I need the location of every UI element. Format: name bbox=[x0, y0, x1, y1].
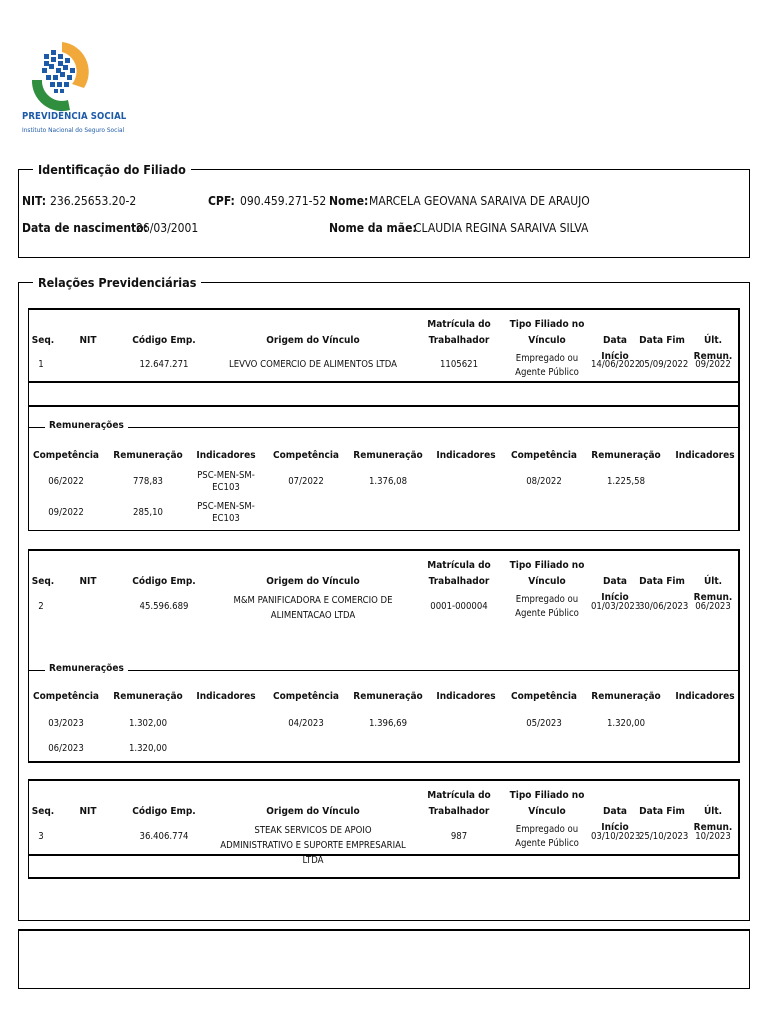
data-fim-value: 30/06/2023 bbox=[639, 601, 689, 612]
header-origem: Origem do Vínculo bbox=[266, 806, 360, 817]
mae-value: CLAUDIA REGINA SARAIVA SILVA bbox=[414, 221, 589, 235]
cpf-label: CPF: bbox=[208, 194, 235, 208]
header-seq: Seq. bbox=[31, 576, 55, 587]
header-ult-remun: Últ. Remun. bbox=[693, 576, 733, 603]
rem-remuneracao: 778,83 bbox=[133, 476, 163, 487]
rem-header-competencia: Competência bbox=[273, 691, 339, 702]
rem-header-remuneracao: Remuneração bbox=[353, 450, 423, 461]
codigo-value: 12.647.271 bbox=[139, 359, 189, 370]
header-data-inicio: Data Início bbox=[601, 335, 629, 362]
header-matricula: Matrícula do Trabalhador bbox=[427, 560, 491, 587]
header-matricula: Matrícula do Trabalhador bbox=[427, 790, 491, 817]
identificacao-section bbox=[18, 162, 750, 258]
remuneracoes-legend: Remunerações bbox=[45, 663, 128, 674]
rem-header-indicadores: Indicadores bbox=[436, 450, 496, 461]
ult-remun-value: 09/2022 bbox=[695, 359, 731, 370]
header-tipo: Tipo Filiado no Vínculo bbox=[509, 790, 585, 817]
header-nit: NIT bbox=[79, 335, 97, 346]
rem-competencia: 05/2023 bbox=[526, 718, 562, 729]
data-inicio-value: 14/06/2022 bbox=[591, 359, 641, 370]
rem-header-remuneracao: Remuneração bbox=[113, 450, 183, 461]
rem-competencia: 04/2023 bbox=[288, 718, 324, 729]
rem-header-competencia: Competência bbox=[273, 450, 339, 461]
header-ult-remun: Últ. Remun. bbox=[693, 806, 733, 833]
header-data-fim: Data Fim bbox=[639, 576, 685, 587]
nit-value: 236.25653.20-2 bbox=[50, 194, 137, 208]
nit-label: NIT: bbox=[22, 194, 47, 208]
rem-remuneracao: 1.320,00 bbox=[606, 718, 646, 729]
origem-value: LEVVO COMERCIO DE ALIMENTOS LTDA bbox=[229, 359, 397, 370]
rem-header-indicadores: Indicadores bbox=[196, 450, 256, 461]
header-seq: Seq. bbox=[31, 335, 55, 346]
data-inicio-value: 01/03/2023 bbox=[591, 601, 641, 612]
origem-value: M&M PANIFICADORA E COMERCIO DE ALIMENTACAO LTDA bbox=[233, 595, 393, 621]
nascimento-value: 26/03/2001 bbox=[136, 221, 199, 235]
rem-remuneracao: 1.376,08 bbox=[368, 476, 408, 487]
seq-value: 2 bbox=[38, 601, 44, 612]
header-codigo: Código Emp. bbox=[132, 576, 196, 587]
header-data-inicio: Data Início bbox=[601, 806, 629, 833]
matricula-value: 0001-000004 bbox=[430, 601, 488, 612]
data-inicio-value: 03/10/2023 bbox=[591, 831, 641, 842]
rem-indicadores: PSC-MEN-SM-EC103 bbox=[197, 470, 255, 493]
rem-header-remuneracao: Remuneração bbox=[591, 691, 661, 702]
rem-header-competencia: Competência bbox=[33, 450, 99, 461]
rem-header-indicadores: Indicadores bbox=[675, 450, 735, 461]
rem-remuneracao: 1.225,58 bbox=[606, 476, 646, 487]
header-tipo: Tipo Filiado no Vínculo bbox=[509, 560, 585, 587]
rem-remuneracao: 1.396,69 bbox=[368, 718, 408, 729]
matricula-value: 1105621 bbox=[439, 359, 479, 370]
ult-remun-value: 10/2023 bbox=[695, 831, 731, 842]
rem-header-competencia: Competência bbox=[511, 450, 577, 461]
header-matricula: Matrícula do Trabalhador bbox=[427, 319, 491, 346]
rem-remuneracao: 1.302,00 bbox=[128, 718, 168, 729]
seq-value: 1 bbox=[38, 359, 44, 370]
header-origem: Origem do Vínculo bbox=[266, 335, 360, 346]
origem-value: STEAK SERVICOS DE APOIO ADMINISTRATIVO E SUPORTE EMPRESARIAL LTDA bbox=[220, 825, 406, 866]
rem-header-remuneracao: Remuneração bbox=[113, 691, 183, 702]
rem-competencia: 06/2023 bbox=[48, 743, 84, 754]
identificacao-legend: Identificação do Filiado bbox=[38, 162, 186, 177]
rem-header-indicadores: Indicadores bbox=[436, 691, 496, 702]
codigo-value: 45.596.689 bbox=[139, 601, 189, 612]
vinculo-record-1 bbox=[28, 308, 740, 531]
footer-box bbox=[18, 929, 750, 989]
brand-name: PREVIDÊNCIA SOCIAL bbox=[22, 111, 127, 122]
header-codigo: Código Emp. bbox=[132, 806, 196, 817]
header-data-fim: Data Fim bbox=[639, 335, 685, 346]
data-fim-value: 25/10/2023 bbox=[639, 831, 689, 842]
header-data-fim: Data Fim bbox=[639, 806, 685, 817]
rem-competencia: 06/2022 bbox=[48, 476, 84, 487]
previdencia-logo bbox=[18, 36, 114, 140]
rem-competencia: 07/2022 bbox=[288, 476, 324, 487]
codigo-value: 36.406.774 bbox=[139, 831, 189, 842]
data-fim-value: 05/09/2022 bbox=[639, 359, 689, 370]
remuneracoes-legend: Remunerações bbox=[45, 420, 128, 431]
matricula-value: 987 bbox=[450, 831, 468, 842]
rem-header-competencia: Competência bbox=[33, 691, 99, 702]
rem-header-remuneracao: Remuneração bbox=[353, 691, 423, 702]
header-codigo: Código Emp. bbox=[132, 335, 196, 346]
rem-header-competencia: Competência bbox=[511, 691, 577, 702]
header-ult-remun: Últ. Remun. bbox=[693, 335, 733, 362]
rem-header-indicadores: Indicadores bbox=[196, 691, 256, 702]
rem-remuneracao: 285,10 bbox=[133, 507, 163, 518]
relacoes-legend: Relações Previdenciárias bbox=[38, 275, 197, 290]
header-origem: Origem do Vínculo bbox=[266, 576, 360, 587]
nome-value: MARCELA GEOVANA SARAIVA DE ARAUJO bbox=[369, 194, 590, 208]
rem-header-indicadores: Indicadores bbox=[675, 691, 735, 702]
ult-remun-value: 06/2023 bbox=[695, 601, 731, 612]
vinculo-record-2 bbox=[28, 549, 740, 763]
rem-header-remuneracao: Remuneração bbox=[591, 450, 661, 461]
header-nit: NIT bbox=[79, 806, 97, 817]
nascimento-label: Data de nascimento: bbox=[22, 221, 148, 235]
rem-competencia: 03/2023 bbox=[48, 718, 84, 729]
rem-indicadores: PSC-MEN-SM-EC103 bbox=[197, 501, 255, 524]
header-data-inicio: Data Início bbox=[601, 576, 629, 603]
seq-value: 3 bbox=[38, 831, 44, 842]
tipo-value: Empregado ou Agente Público bbox=[515, 824, 579, 849]
cpf-value: 090.459.271-52 bbox=[240, 194, 327, 208]
header-seq: Seq. bbox=[31, 806, 55, 817]
mae-label: Nome da mãe: bbox=[329, 221, 417, 235]
rem-competencia: 09/2022 bbox=[48, 507, 84, 518]
nome-label: Nome: bbox=[329, 194, 369, 208]
rem-competencia: 08/2022 bbox=[526, 476, 562, 487]
brand-subtitle: Instituto Nacional do Seguro Social bbox=[22, 126, 125, 134]
tipo-value: Empregado ou Agente Público bbox=[515, 353, 579, 378]
header-tipo: Tipo Filiado no Vínculo bbox=[509, 319, 585, 346]
vinculo-record-3 bbox=[28, 779, 740, 879]
header-nit: NIT bbox=[79, 576, 97, 587]
tipo-value: Empregado ou Agente Público bbox=[515, 594, 579, 619]
rem-remuneracao: 1.320,00 bbox=[128, 743, 168, 754]
